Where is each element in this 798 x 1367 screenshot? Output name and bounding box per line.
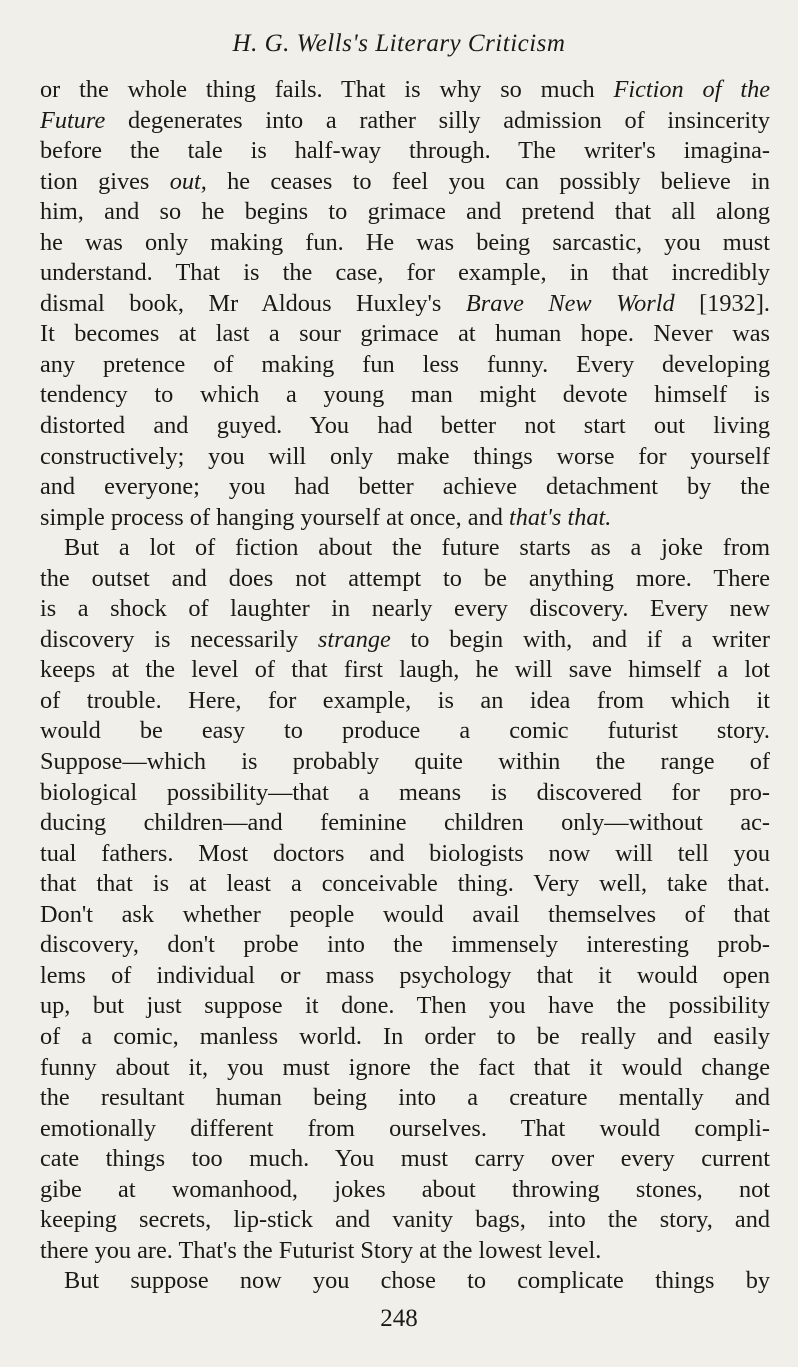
text-line (40, 1175, 770, 1206)
text-run: is a shock of laughter in nearly every discovery. Every new (40, 595, 770, 623)
text-line (40, 533, 770, 564)
text-line (40, 380, 770, 411)
text-line (40, 258, 770, 289)
text-line (40, 1022, 770, 1053)
text-run: simple process of hanging yourself at once, and (40, 503, 509, 531)
text-run: discovery is necessarily (40, 625, 318, 653)
text-run: emotionally different from ourselves. That would compli- (40, 1114, 770, 1142)
text-line (40, 564, 770, 595)
text-run: distorted and guyed. You had better not start out living (40, 412, 770, 440)
text-run: ducing children—and feminine children only—without ac- (40, 809, 770, 837)
text-run: funny about it, you must ignore the fact that it would change (40, 1053, 770, 1081)
text-line (40, 625, 770, 656)
text-line (40, 747, 770, 778)
text-line (40, 961, 770, 992)
text-line (40, 808, 770, 839)
italic-text: Fiction of the (613, 76, 770, 103)
text-run: Don't ask whether people would avail themselves of that (40, 900, 770, 928)
text-run: degenerates into a rather silly admission of insincerity (105, 106, 770, 134)
paragraph (40, 533, 770, 1266)
text-line (40, 716, 770, 747)
text-run: to begin with, and if a writer (390, 625, 770, 653)
italic-text: Future (40, 106, 106, 134)
text-line (40, 228, 770, 259)
text-line (40, 594, 770, 625)
italic-text: that's that. (508, 503, 612, 531)
text-run: before the tale is half-way through. The writer's imagina- (40, 137, 770, 165)
text-line (40, 869, 770, 900)
text-run: tion gives (40, 167, 170, 195)
text-run: that that is at least a conceivable thing. Very well, take that. (40, 870, 770, 898)
text-run: the resultant human being into a creature mentally and (40, 1084, 770, 1112)
text-run: gibe at womanhood, jokes about throwing stones, not (40, 1175, 770, 1203)
text-line (40, 1236, 770, 1267)
text-run: of a comic, manless world. In order to be really and easily (40, 1022, 770, 1050)
text-line (40, 778, 770, 809)
text-run: But a lot of fiction about the future starts as a joke from (64, 534, 770, 562)
text-line (40, 442, 770, 473)
italic-text: strange (317, 625, 391, 653)
running-head: H. G. Wells's Literary Criticism (232, 30, 566, 57)
text-line (40, 1114, 770, 1145)
text-line (40, 106, 770, 137)
text-run: and everyone; you had better achieve detachment by the (40, 473, 770, 501)
text-line (40, 900, 770, 931)
italic-text: Brave New World (465, 289, 675, 317)
text-run: he was only making fun. He was being sarcastic, you must (40, 228, 770, 256)
text-line (40, 991, 770, 1022)
text-line (40, 503, 770, 534)
italic-text: out, (169, 167, 207, 195)
text-run: him, and so he begins to grimace and pretend that all along (40, 198, 770, 226)
page-number: 248 (380, 1305, 418, 1332)
text-line (40, 1083, 770, 1114)
text-line (40, 1053, 770, 1084)
text-line (40, 350, 770, 381)
text-run: It becomes at last a sour grimace at human hope. Never was (40, 320, 770, 348)
text-line (40, 1266, 770, 1297)
text-line (40, 289, 770, 320)
text-run: up, but just suppose it done. Then you have the possibility (40, 992, 770, 1020)
text-run: tendency to which a young man might devote himself is (40, 381, 770, 409)
text-run: But suppose now you chose to complicate things by (64, 1267, 770, 1295)
text-run: constructively; you will only make things worse for yourself (40, 442, 770, 470)
text-run: cate things too much. You must carry over every current (40, 1145, 770, 1173)
text-run: or the whole thing fails. That is why so much (40, 76, 614, 103)
text-line (40, 319, 770, 350)
text-run: any pretence of making fun less funny. Every developing (40, 350, 770, 378)
text-run: of trouble. Here, for example, is an idea from which it (40, 686, 770, 714)
text-line (40, 75, 770, 106)
text-run: Suppose—which is probably quite within the range of (40, 748, 770, 776)
text-line (40, 472, 770, 503)
text-line (40, 167, 770, 198)
paragraph (40, 1266, 770, 1297)
text-line (40, 411, 770, 442)
text-run: dismal book, Mr Aldous Huxley's (40, 289, 466, 317)
text-line (40, 930, 770, 961)
text-run: keeping secrets, lip-stick and vanity bags, into the story, and (40, 1206, 770, 1234)
text-run: keeps at the level of that first laugh, he will save himself a lot (40, 656, 770, 684)
text-run: he ceases to feel you can possibly believe in (206, 167, 770, 195)
text-run: lems of individual or mass psychology that it would open (40, 961, 770, 989)
paragraph (40, 75, 770, 533)
text-run: there you are. That's the Futurist Story at the lowest level. (40, 1236, 602, 1264)
text-run: the outset and does not attempt to be anything more. There (40, 564, 770, 592)
text-run: [1932]. (674, 289, 770, 317)
text-line (40, 197, 770, 228)
text-line (40, 1144, 770, 1175)
text-line (40, 839, 770, 870)
text-run: understand. That is the case, for example, in that incredibly (40, 259, 770, 287)
body-text (40, 75, 770, 1297)
text-run: biological possibility—that a means is discovered for pro- (40, 778, 770, 806)
text-line (40, 1205, 770, 1236)
text-run: tual fathers. Most doctors and biologists now will tell you (40, 839, 770, 867)
text-line (40, 136, 770, 167)
text-line (40, 655, 770, 686)
text-line (40, 686, 770, 717)
text-run: would be easy to produce a comic futurist story. (40, 717, 770, 745)
text-run: discovery, don't probe into the immensely interesting prob- (40, 931, 770, 959)
